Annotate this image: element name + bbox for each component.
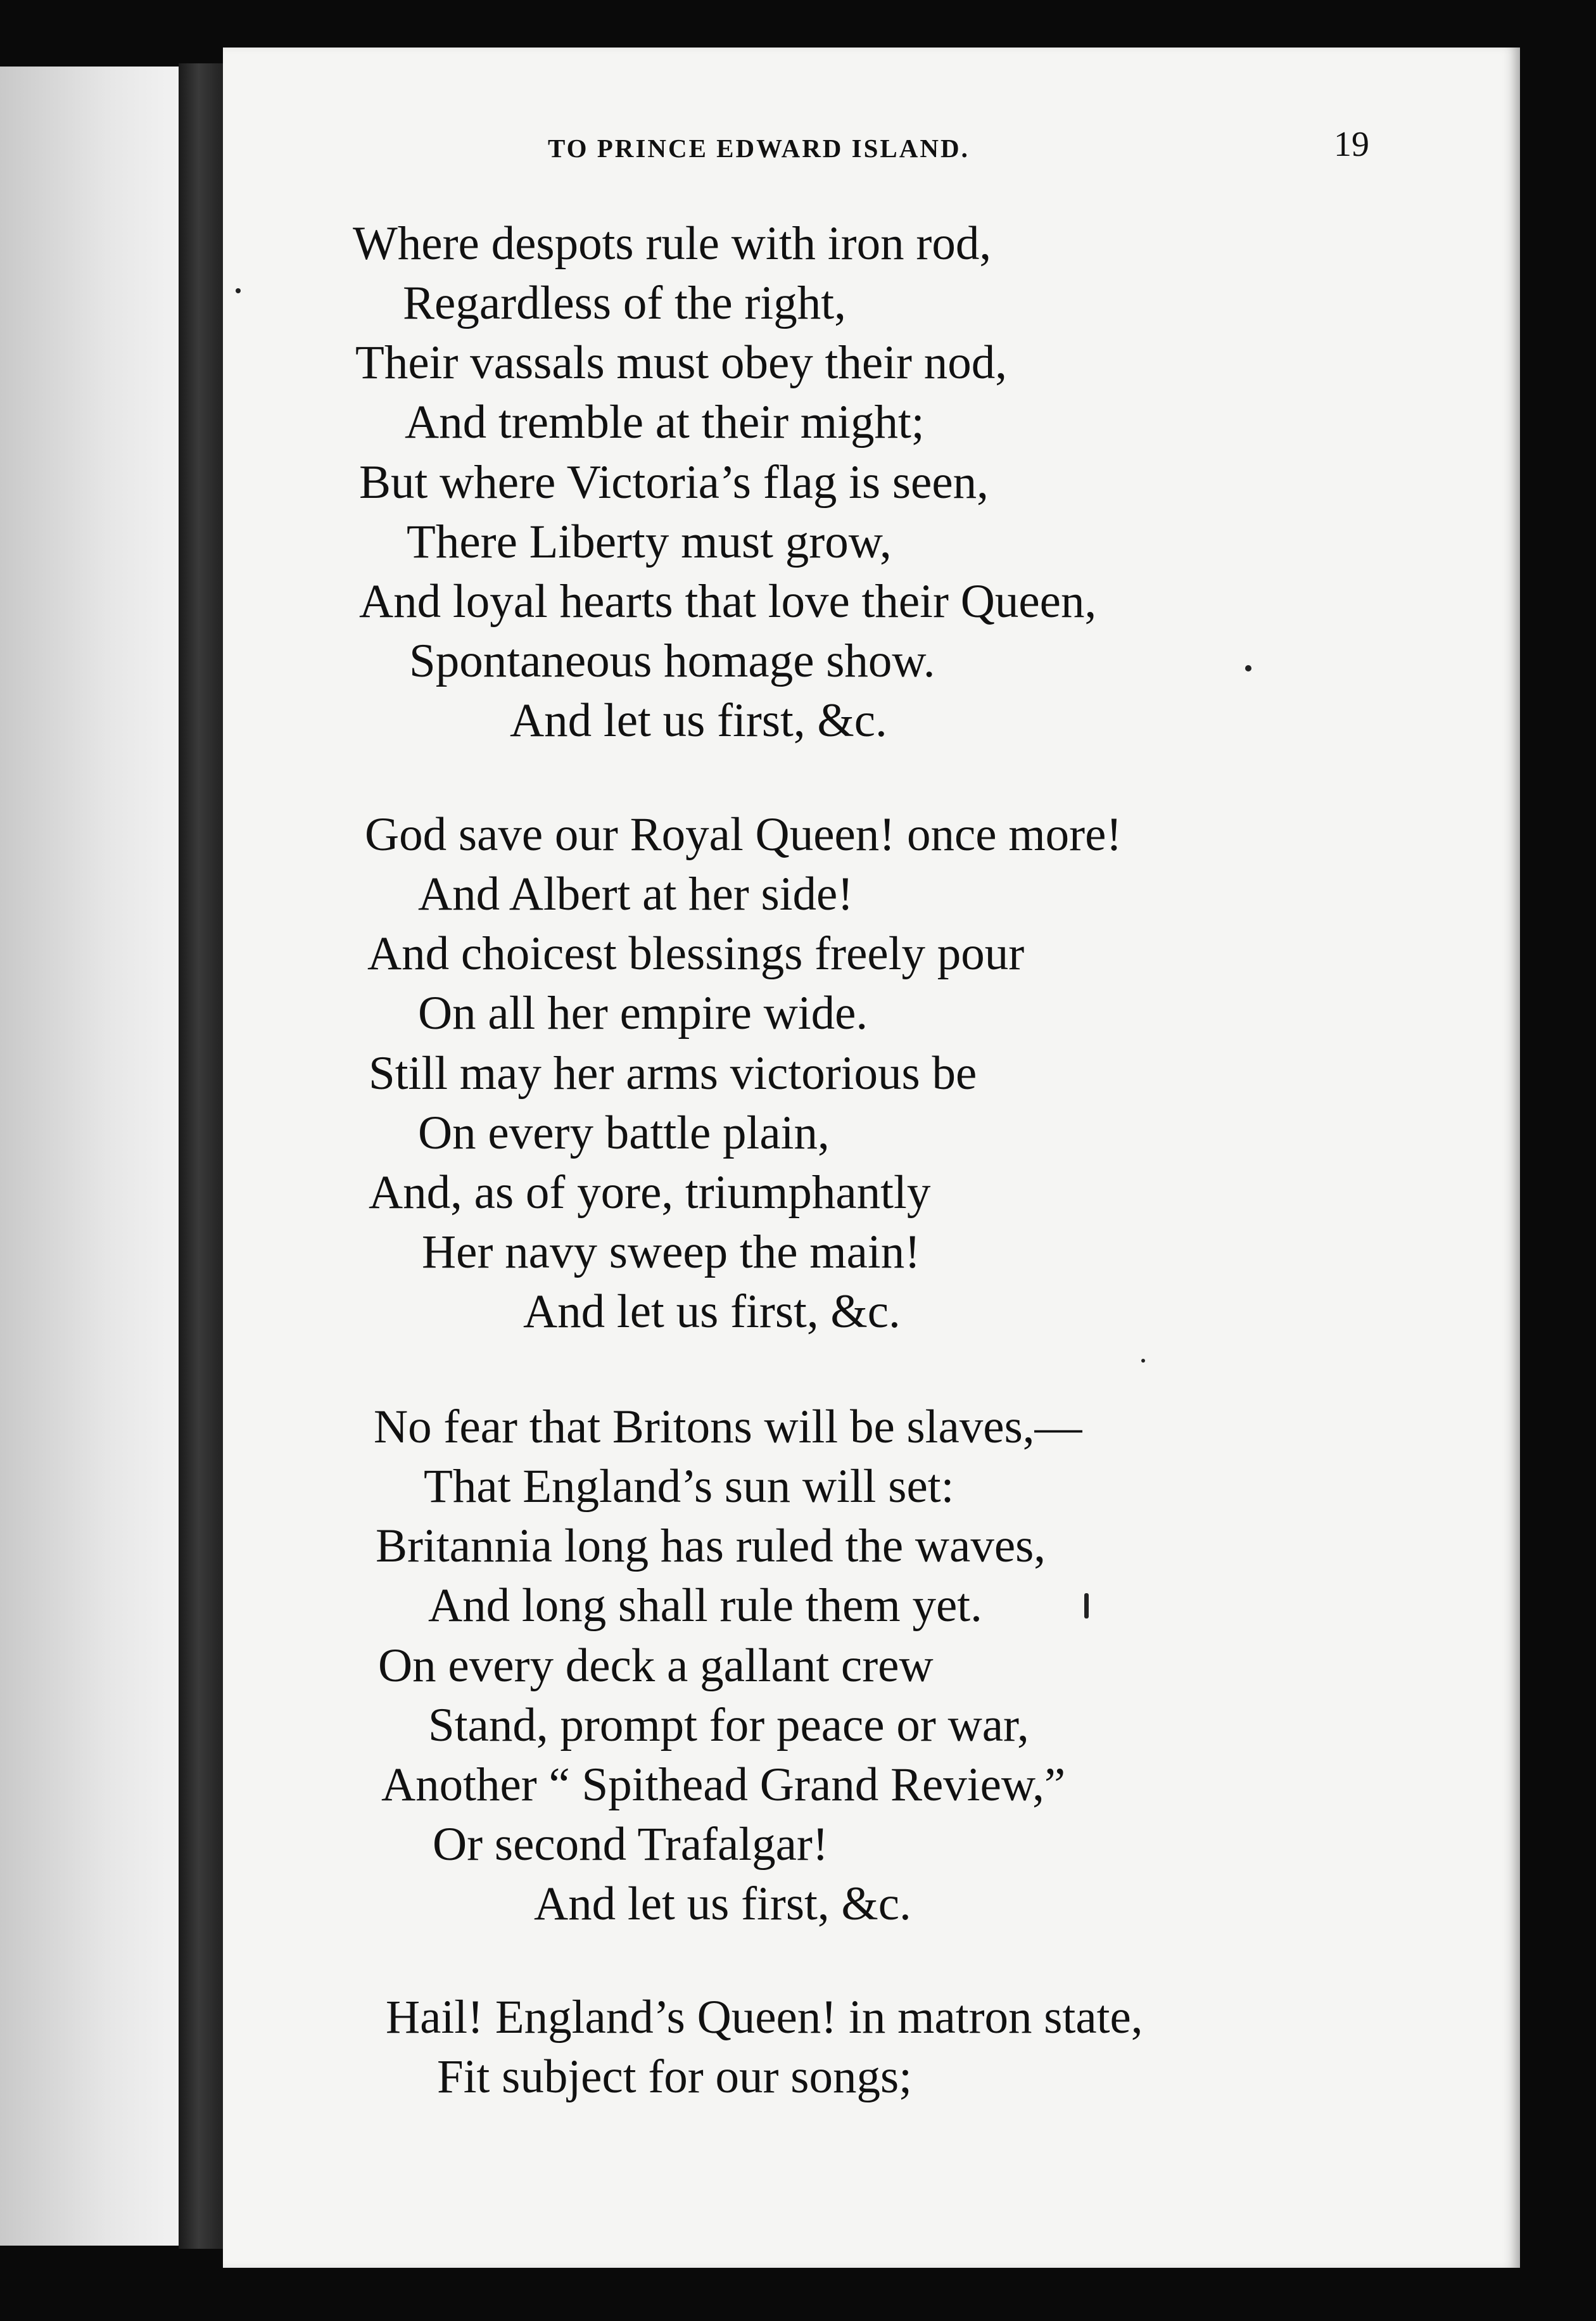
poem-line: Stand, prompt for peace or war, [428,1699,1029,1752]
poem-line: Still may her arms victorious be [369,1047,977,1100]
poem-line: Britannia long has ruled the waves, [376,1520,1046,1572]
poem-line: And choicest blessings freely pour [367,927,1025,980]
page-number: 19 [1334,125,1369,164]
poem-line: And loyal hearts that love their Queen, [359,575,1097,628]
poem-line: Or second Trafalgar! [433,1818,828,1871]
ink-speck [1245,665,1251,671]
poem-line: Fit subject for our songs; [437,2051,912,2103]
poem-line: Regardless of the right, [403,277,846,329]
poem-line: And tremble at their might; [405,396,925,448]
poem-line: But where Victoria’s flag is seen, [359,456,989,509]
ink-speck [1141,1359,1145,1363]
ink-speck [236,288,241,293]
running-head: TO PRINCE EDWARD ISLAND. [548,134,970,163]
facing-page-edge [0,67,179,2246]
poem-line: On all her empire wide. [418,987,868,1040]
poem-line: On every battle plain, [418,1107,830,1159]
poem-line-refrain: And let us first, &c. [510,694,887,747]
poem-line-refrain: And let us first, &c. [523,1285,901,1338]
book-gutter [179,63,223,2249]
poem-line: Spontaneous homage show. [409,635,935,687]
ink-speck [1084,1593,1089,1618]
poem-line: No fear that Britons will be slaves,— [374,1401,1082,1453]
poem-line: And long shall rule them yet. [428,1579,982,1632]
poem-line: Hail! England’s Queen! in matron state, [386,1991,1143,2044]
poem-line: And Albert at her side! [418,868,854,920]
poem-line: On every deck a gallant crew [378,1639,934,1692]
poem-line: And, as of yore, triumphantly [369,1166,931,1219]
poem-line: There Liberty must grow, [407,516,892,568]
poem-line: That England’s sun will set: [424,1460,954,1513]
poem-line: Another “ Spithead Grand Review,” [381,1758,1066,1811]
poem-line: God save our Royal Queen! once more! [365,808,1122,861]
poem-line-refrain: And let us first, &c. [534,1878,911,1930]
poem-line: Her navy sweep the main! [422,1226,921,1278]
poem-line: Their vassals must obey their nod, [355,336,1007,389]
poem-line: Where despots rule with iron rod, [353,217,992,270]
